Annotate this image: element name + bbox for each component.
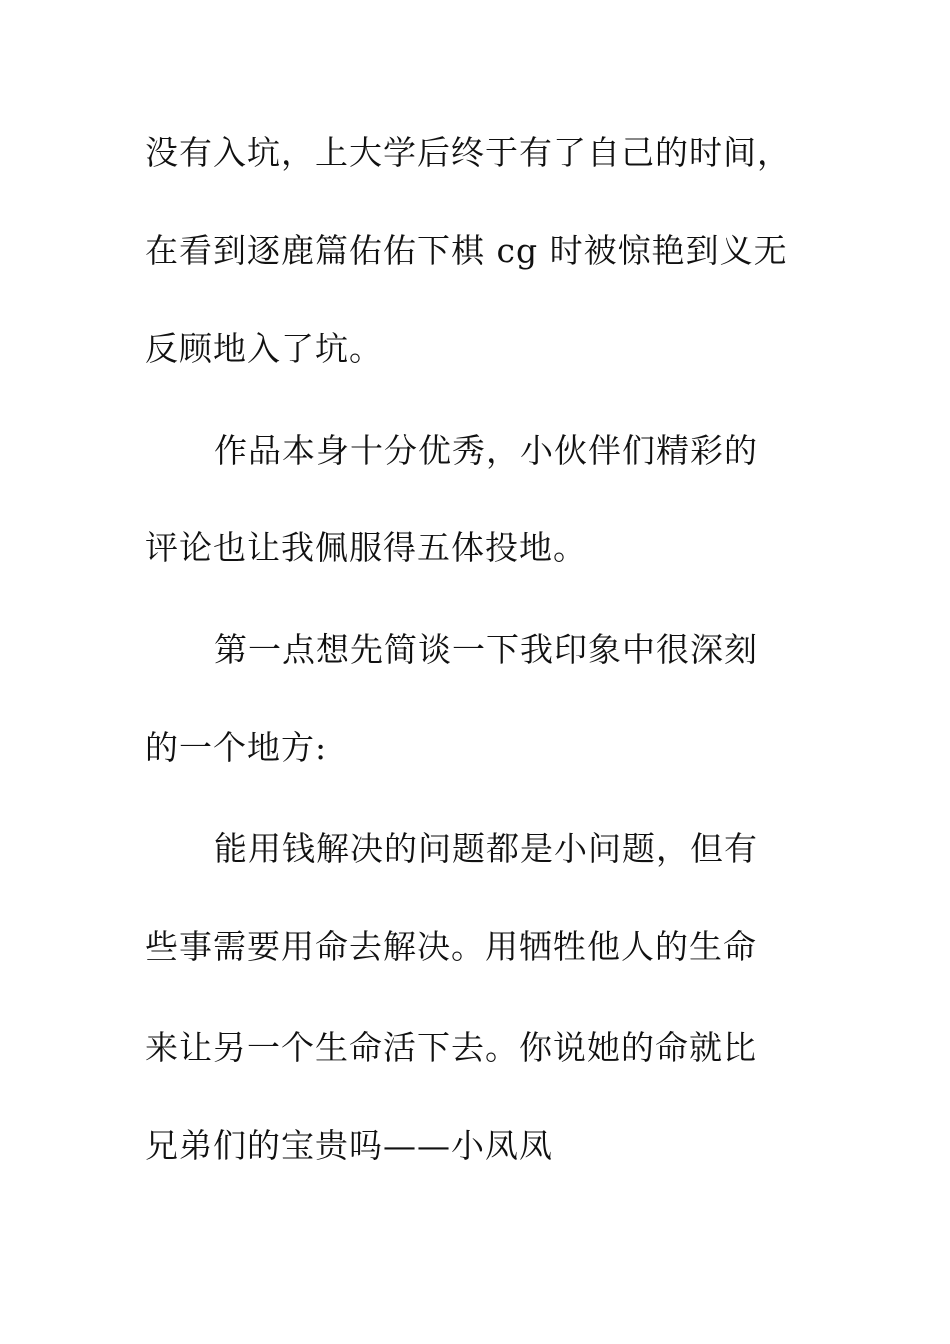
- text-line: 能用钱解决的问题都是小问题，但有: [214, 829, 758, 868]
- text-line: 第一点想先简谈一下我印象中很深刻: [214, 630, 758, 669]
- text-line: 在看到逐鹿篇佑佑下棋 cg 时被惊艳到义无: [145, 231, 788, 270]
- text-line: 评论也让我佩服得五体投地。: [145, 528, 587, 567]
- text-line: 作品本身十分优秀，小伙伴们精彩的: [214, 431, 758, 470]
- text-line: 反顾地入了坑。: [145, 329, 383, 368]
- text-line: 兄弟们的宝贵吗——小凤凤: [145, 1126, 553, 1165]
- text-line: 些事需要用命去解决。用牺牲他人的生命: [145, 927, 757, 966]
- text-line: 来让另一个生命活下去。你说她的命就比: [145, 1028, 757, 1067]
- text-line: 没有入坑，上大学后终于有了自己的时间，: [145, 133, 791, 172]
- text-line: 的一个地方:: [145, 728, 328, 767]
